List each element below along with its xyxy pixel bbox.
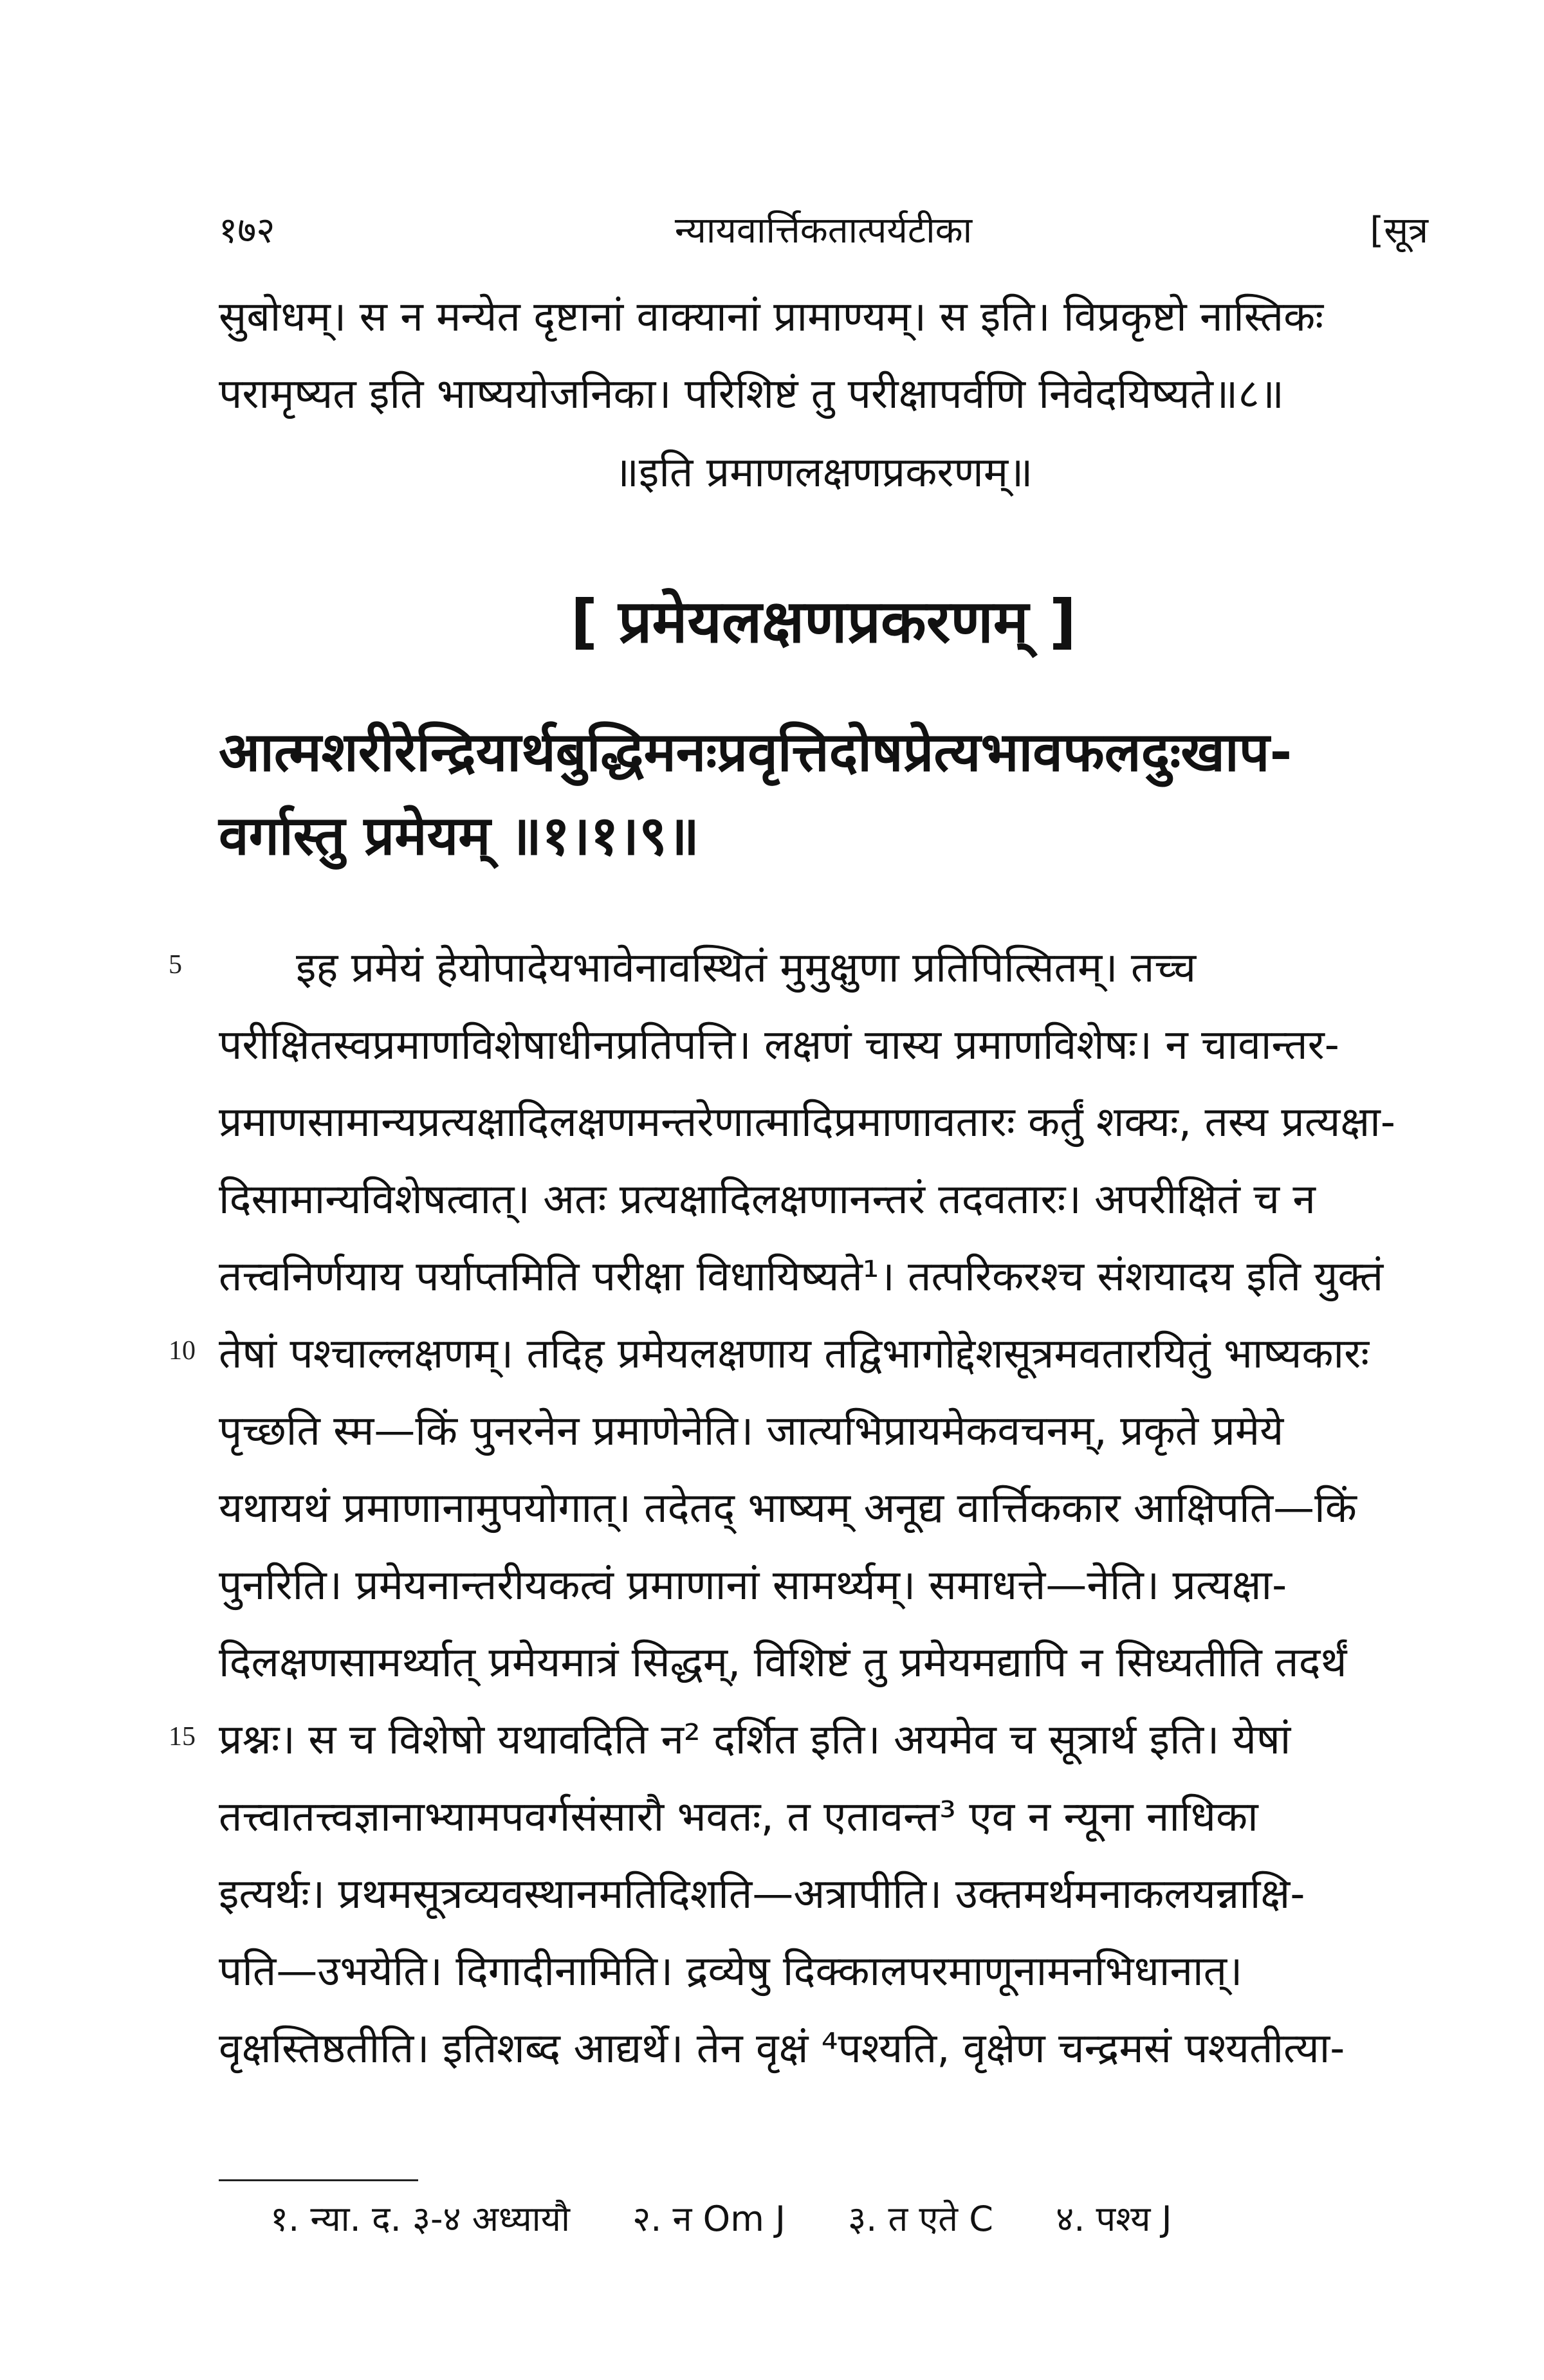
intro-line: परामृष्यत इति भाष्ययोजनिका। परिशिष्टं तु परीक्षापर्वणि निवेदयिष्यते॥८॥ bbox=[219, 371, 1284, 418]
commentary-line: पुनरिति। प्रमेयनान्तरीयकत्वं प्रमाणानां सामर्थ्यम्। समाधत्ते—नेति। प्रत्यक्षा- bbox=[219, 1562, 1287, 1609]
footnotes bbox=[270, 2193, 1428, 2241]
sutra-line: वर्गास्तु प्रमेयम् ॥१।१।९॥ bbox=[219, 804, 700, 867]
section-title: [ प्रमेयलक्षणप्रकरणम् ] bbox=[571, 587, 1076, 656]
footnote: ३. त एते C bbox=[848, 2199, 993, 2239]
commentary-line: वृक्षस्तिष्ठतीति। इतिशब्द आद्यर्थे। तेन वृक्षं ⁴पश्यति, वृक्षेण चन्द्रमसं पश्यतीत्या- bbox=[219, 2025, 1345, 2073]
commentary-line: प्रमाणसामान्यप्रत्यक्षादिलक्षणमन्तरेणात्मादिप्रमाणावतारः कर्तुं शक्यः, तस्य प्रत्यक्षा- bbox=[219, 1099, 1395, 1146]
footnote: ४. पश्य J bbox=[1056, 2199, 1172, 2239]
commentary-line: इह प्रमेयं हेयोपादेयभावेनावस्थितं मुमुक्षुणा प्रतिपित्सितम्। तच्च bbox=[296, 944, 1197, 992]
commentary-line: प्रश्नः। स च विशेषो यथावदिति न² दर्शित इति। अयमेव च सूत्रार्थ इति। येषां bbox=[219, 1716, 1291, 1764]
sutra-line: आत्मशरीरेन्द्रियार्थबुद्धिमनःप्रवृत्तिदोषप्रेत्यभावफलदुःखाप- bbox=[219, 720, 1292, 783]
page-number: १७२ bbox=[219, 210, 275, 252]
line-number: 5 bbox=[169, 950, 182, 980]
commentary-line: तत्त्वातत्त्वज्ञानाभ्यामपवर्गसंसारौ भवतः, त एतावन्त³ एव न न्यूना नाधिका bbox=[219, 1793, 1258, 1841]
intro-line: सुबोधम्। स न मन्येत दृष्टानां वाक्यानां प्रामाण्यम्। स इति। विप्रकृष्टो नास्तिकः bbox=[219, 293, 1324, 341]
commentary-line: तत्त्वनिर्णयाय पर्याप्तमिति परीक्षा विधायिष्यते¹। तत्परिकरश्च संशयादय इति युक्तं bbox=[219, 1253, 1384, 1301]
line-number: 15 bbox=[169, 1722, 196, 1752]
footnote: १. न्या. द. ३-४ अध्यायौ bbox=[270, 2199, 570, 2239]
footnote-divider bbox=[219, 2179, 418, 2181]
commentary-line: परीक्षितस्वप्रमाणविशेषाधीनप्रतिपत्ति। लक्षणं चास्य प्रमाणविशेषः। न चावान्तर- bbox=[219, 1021, 1339, 1069]
footnote: २. न Om J bbox=[632, 2199, 786, 2239]
colophon: ॥इति प्रमाणलक्षणप्रकरणम्॥ bbox=[614, 449, 1033, 497]
line-number: 10 bbox=[169, 1336, 196, 1366]
running-title: न्यायवार्त्तिकतात्पर्यटीका bbox=[674, 210, 973, 252]
commentary-line: यथायथं प्रमाणानामुपयोगात्। तदेतद् भाष्यम् अनूद्य वार्त्तिककार आक्षिपति—किं bbox=[219, 1485, 1357, 1532]
commentary-line: दिलक्षणसामर्थ्यात् प्रमेयमात्रं सिद्धम्, विशिष्टं तु प्रमेयमद्यापि न सिध्यतीति तदर्थं bbox=[219, 1639, 1347, 1687]
commentary-line: तेषां पश्चाल्लक्षणम्। तदिह प्रमेयलक्षणाय तद्विभागोद्देशसूत्रमवतारयितुं भाष्यकारः bbox=[219, 1330, 1370, 1378]
commentary-line: दिसामान्यविशेषत्वात्। अतः प्रत्यक्षादिलक्षणानन्तरं तदवतारः। अपरीक्षितं च न bbox=[219, 1176, 1316, 1223]
page-header bbox=[219, 205, 1428, 262]
section-marker: [सूत्र bbox=[1370, 210, 1428, 252]
commentary-line: पृच्छति स्म—किं पुनरनेन प्रमाणेनेति। जात्यभिप्रायमेकवचनम्, प्रकृते प्रमेये bbox=[219, 1407, 1284, 1455]
commentary-line: इत्यर्थः। प्रथमसूत्रव्यवस्थानमतिदिशति—अत्रापीति। उक्तमर्थमनाकलयन्नाक्षि- bbox=[219, 1871, 1305, 1918]
commentary-line: पति—उभयेति। दिगादीनामिति। द्रव्येषु दिक्कालपरमाणूनामनभिधानात्। bbox=[219, 1948, 1243, 1995]
